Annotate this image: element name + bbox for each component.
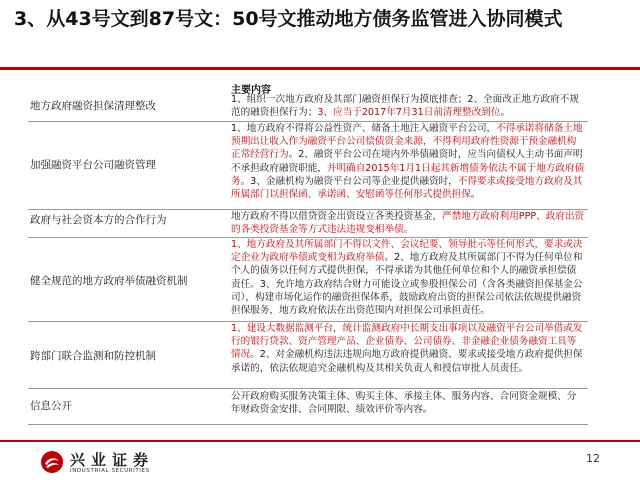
highlighted-text: 严禁地方政府利用PPP、政府出资的各类投资基金等方式违法违规变相举债 [231, 211, 585, 236]
body-text: 公开政府购买服务决策主体、购买主体、承接主体、服务内容、合同资金规模、分年财政资金安排、合同期限、绩效评价等内容。 [231, 391, 577, 416]
page-title: 3、从43号文到87号文：50号文推动地方债务监管进入协同模式 [14, 8, 563, 30]
highlighted-text: 并明确自2015年1月1日起其新增债务依法不属于地方政府债务 [231, 162, 585, 187]
body-text: 。3、金融机构为融资平台公司等企业提供融资时， [240, 175, 458, 187]
body-text: 。 [403, 224, 414, 236]
row-divider [28, 388, 588, 389]
title-divider [0, 67, 640, 70]
row-content-information-disclosure [231, 390, 585, 416]
highlighted-text: 1、建设大数据监测平台，统计监测政府中长期支出事项以及融资平台公司举借或发行的银行贷款、资产管理产品、企业债券、公司债券、非金融企业债务融资工具等情况 [231, 323, 583, 361]
highlighted-text: 不得承诺将储备土地预期出让收入作为融资平台公司偿债资金来源，不得利用政府性资源干预金融机构正常经营行为 [231, 123, 583, 161]
body-text: 。2、对金融机构违法违规向地方政府提供融资、要求或接受地方政府提供担保承诺的，依法依规追究金融机构及其相关负责人和授信审批人员责任。 [231, 349, 583, 374]
logo-english-name: INDUSTRIAL SECURITIES [70, 468, 150, 474]
highlighted-text: 3、应当于2017年7月31日前清理整改到位 [317, 107, 501, 119]
row-label-joint-monitoring: 跨部门联合监测和防控机制 [30, 350, 156, 362]
body-text: 。 [470, 189, 481, 201]
row-content-financing-mechanism [231, 238, 585, 317]
row-divider [28, 424, 588, 425]
body-text: 。 [500, 107, 511, 119]
row-content-joint-monitoring [231, 322, 585, 375]
page-number: 12 [586, 452, 600, 465]
body-text: 1、组织一次地方政府及其部门融资担保行为摸底排查；2、全面改正地方政府不规范的融资担保行为； [231, 94, 579, 119]
row-content-ppp-cooperation [231, 210, 585, 236]
company-logo [40, 449, 190, 477]
body-text: 。2、地方政府及其所属部门不得为任何单位和个人的债务以任何方式提供担保，不得承诺为其他任何单位和个人的融资承担偿债责任。3、允许地方政府结合财力可能设立或参股担保公司（含各类融资担保基金公司），构建市场化运作的融资担保体系，鼓励政府出资的担保公司依法依规提供融资担保服务，地方政府依法在出资范围内对担保公司承担责任。 [231, 252, 583, 317]
row-content-guarantee-cleanup [231, 93, 585, 119]
body-text: 地方政府不得以借贷资金出资设立各类投资基金， [231, 211, 443, 222]
content-column-header: 主要内容 [231, 85, 271, 96]
body-text: 。2、融资平台公司在境内外举债融资时，应当向债权人主动书面声明不承担政府融资职能， [231, 149, 583, 174]
row-label-financing-mechanism: 健全规范的地方政府举债融资机制 [30, 275, 188, 287]
row-label-information-disclosure: 信息公开 [30, 400, 72, 412]
row-label-platform-financing: 加强融资平台公司融资管理 [30, 159, 156, 171]
row-label-guarantee-cleanup: 地方政府融资担保清理整改 [30, 100, 156, 112]
highlighted-text: 不得要求或接受地方政府及其所属部门以担保函、承诺函、安慰函等任何形式提供担保 [231, 175, 583, 201]
body-text: 1、地方政府不得将公益性资产、储备土地注入融资平台公司， [231, 123, 497, 134]
logo-chinese-name: 兴业证券 [70, 451, 155, 469]
row-label-ppp-cooperation: 政府与社会资本方的合作行为 [30, 214, 167, 226]
footer-divider [0, 440, 640, 442]
row-content-platform-financing [231, 122, 585, 201]
industrial-securities-emblem-icon [40, 450, 64, 474]
highlighted-text: 1、地方政府及其所属部门不得以文件、会议纪要、领导批示等任何形式，要求或决定企业为政府举债或变相为政府举债 [231, 239, 583, 264]
